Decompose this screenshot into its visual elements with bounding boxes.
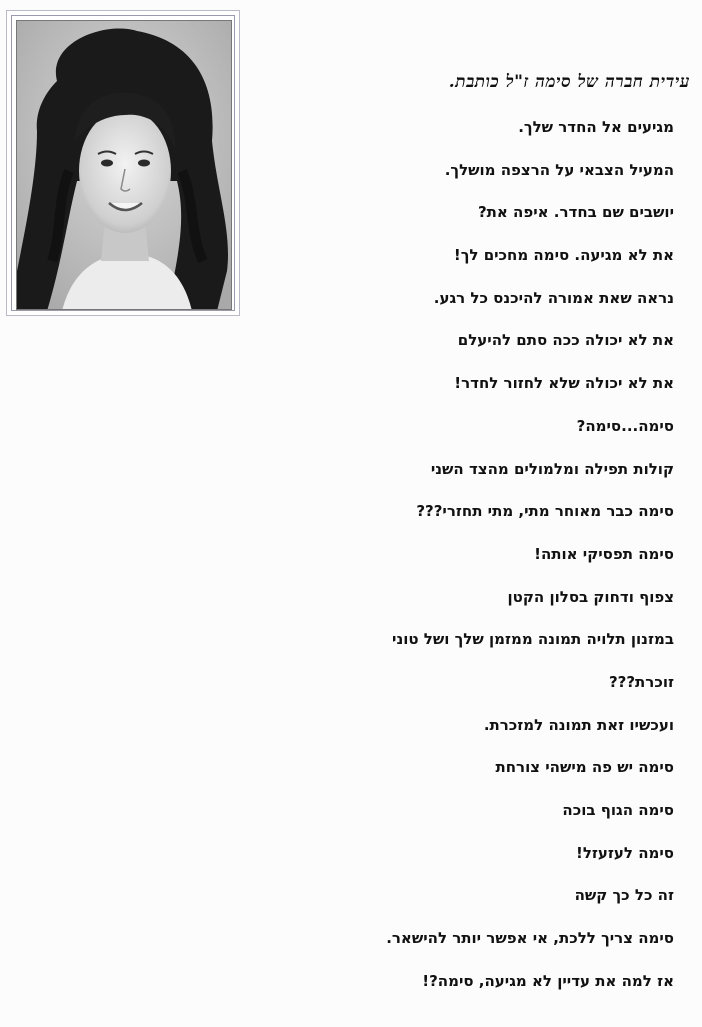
poem-line: את לא מגיעה. סימה מחכים לך! xyxy=(453,246,674,265)
poem-line: ועכשיו זאת תמונה למזכרת. xyxy=(483,715,674,734)
poem-line: סימה...סימה? xyxy=(576,416,674,435)
poem-line: זוכרת??? xyxy=(608,672,674,691)
poem-line: צפוף ודחוק בסלון הקטן xyxy=(507,587,674,606)
poem-line: סימה כבר מאוחר מתי, מתי תחזרי??? xyxy=(416,502,674,521)
poem-line: המעיל הצבאי על הרצפה מושלך. xyxy=(444,160,674,179)
poem-line: את לא יכולה שלא לחזור לחדר! xyxy=(454,374,674,393)
page-heading: עידית חברה של סימה ז"ל כותבת. xyxy=(448,72,690,92)
poem-line: סימה הגוף בוכה xyxy=(562,801,674,819)
poem-line: במזנון תלויה תמונה ממזמן שלך ושל טוני xyxy=(392,630,674,649)
poem-line: מגיעים אל החדר שלך. xyxy=(518,118,674,136)
poem-line: סימה לעזעזל! xyxy=(576,843,674,862)
poem-line: סימה תפסיקי אותה! xyxy=(534,544,674,563)
poem-line: נראה שאת אמורה להיכנס כל רגע. xyxy=(433,288,674,307)
poem-line: סימה יש פה מישהי צורחת xyxy=(495,758,674,777)
poem-line: סימה צריך ללכת, אי אפשר יותר להישאר. xyxy=(386,929,674,948)
poem xyxy=(114,112,674,1008)
poem-line: קולות תפילה ומלמולים מהצד השני xyxy=(430,459,674,478)
poem-line: זה כל כך קשה xyxy=(574,886,674,905)
poem-line: אז למה את עדיין לא מגיעה, סימה?! xyxy=(422,971,674,990)
poem-line: יושבים שם בחדר. איפה את? xyxy=(477,203,674,222)
poem-line: את לא יכולה ככה סתם להיעלם xyxy=(457,331,674,350)
